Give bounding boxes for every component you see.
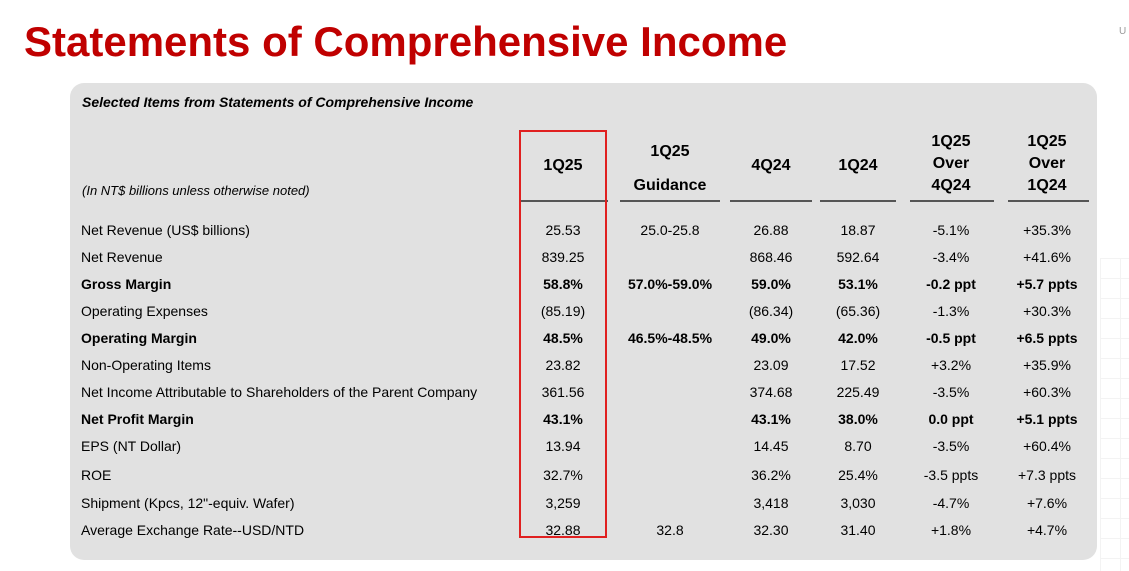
table-cell-q424: (86.34) xyxy=(748,303,794,319)
table-cell-over_q124: +41.6% xyxy=(1023,249,1071,265)
page-title: Statements of Comprehensive Income xyxy=(24,18,788,65)
table-cell-over_q424: -3.4% xyxy=(932,249,970,265)
table-cell-q124: 25.4% xyxy=(838,467,878,483)
column-header-line: 1Q25 xyxy=(650,143,690,160)
column-header-q124 xyxy=(818,155,898,177)
table-cell-q424: 36.2% xyxy=(751,467,791,483)
column-header-rule xyxy=(1008,200,1089,202)
column-header-line: Guidance xyxy=(633,177,707,194)
table-cell-q124: 225.49 xyxy=(836,384,880,400)
table-cell-q125: 23.82 xyxy=(545,357,581,373)
table-cell-q424: 59.0% xyxy=(751,276,791,292)
column-header-over_q124 xyxy=(1007,131,1087,197)
table-cell-q424: 26.88 xyxy=(753,222,789,238)
table-cell-q424: 374.68 xyxy=(749,384,793,400)
table-cell-over_q424: -3.5% xyxy=(932,384,970,400)
table-cell-q125: 43.1% xyxy=(543,411,583,427)
column-header-rule xyxy=(910,200,994,202)
table-cell-over_q424: +1.8% xyxy=(930,522,972,538)
row-label: Operating Margin xyxy=(81,330,197,346)
table-cell-over_q124: +60.4% xyxy=(1023,438,1071,454)
column-header-line: Over xyxy=(932,155,970,172)
table-cell-over_q124: +60.3% xyxy=(1023,384,1071,400)
table-cell-q424: 3,418 xyxy=(753,495,789,511)
panel-heading: Selected Items from Statements of Comprehensive Income xyxy=(82,94,474,110)
table-cell-guidance: 32.8 xyxy=(656,522,684,538)
table-cell-guidance: 25.0-25.8 xyxy=(640,222,700,238)
table-cell-q124: (65.36) xyxy=(835,303,881,319)
column-header-q424 xyxy=(731,155,811,177)
current-quarter-highlight xyxy=(519,130,607,538)
table-cell-q424: 868.46 xyxy=(749,249,793,265)
corner-mark: U xyxy=(1119,26,1127,37)
column-header-rule xyxy=(620,200,720,202)
row-label: Non-Operating Items xyxy=(81,357,211,373)
table-cell-guidance: 57.0%-59.0% xyxy=(627,276,713,292)
column-header-line: 4Q24 xyxy=(931,177,971,194)
table-cell-guidance: 46.5%-48.5% xyxy=(627,330,713,346)
table-cell-over_q424: -3.5 ppts xyxy=(923,467,979,483)
table-cell-q124: 3,030 xyxy=(840,495,876,511)
column-header-line: 1Q25 xyxy=(931,133,971,150)
table-cell-q125: 32.7% xyxy=(543,467,583,483)
table-cell-q124: 17.52 xyxy=(840,357,876,373)
table-cell-q124: 8.70 xyxy=(844,438,872,454)
table-cell-over_q124: +35.9% xyxy=(1023,357,1071,373)
table-cell-over_q124: +7.3 ppts xyxy=(1018,467,1076,483)
table-cell-q424: 23.09 xyxy=(753,357,789,373)
table-cell-q125: 32.88 xyxy=(545,522,581,538)
table-cell-over_q424: -5.1% xyxy=(932,222,970,238)
table-cell-q124: 38.0% xyxy=(838,411,878,427)
column-header-line: 1Q25 xyxy=(543,157,583,174)
column-header-line: 1Q25 xyxy=(1027,133,1067,150)
table-cell-over_q424: -1.3% xyxy=(932,303,970,319)
row-label: Shipment (Kpcs, 12"-equiv. Wafer) xyxy=(81,495,295,511)
table-cell-over_q424: -0.2 ppt xyxy=(926,276,976,292)
table-cell-q125: 839.25 xyxy=(541,249,585,265)
table-cell-q125: (85.19) xyxy=(540,303,586,319)
table-cell-q125: 58.8% xyxy=(543,276,583,292)
table-cell-over_q424: +3.2% xyxy=(930,357,972,373)
table-cell-over_q424: -4.7% xyxy=(932,495,970,511)
table-cell-over_q424: 0.0 ppt xyxy=(928,411,974,427)
table-cell-q125: 25.53 xyxy=(545,222,581,238)
table-cell-q125: 361.56 xyxy=(541,384,585,400)
table-cell-q424: 49.0% xyxy=(751,330,791,346)
row-label: Net Revenue (US$ billions) xyxy=(81,222,250,238)
table-cell-over_q124: +7.6% xyxy=(1026,495,1068,511)
table-cell-q424: 14.45 xyxy=(753,438,789,454)
table-cell-over_q124: +6.5 ppts xyxy=(1016,330,1078,346)
table-cell-q125: 3,259 xyxy=(545,495,581,511)
table-cell-over_q424: -0.5 ppt xyxy=(926,330,976,346)
units-note: (In NT$ billions unless otherwise noted) xyxy=(82,183,310,198)
table-cell-q424: 43.1% xyxy=(751,411,791,427)
table-cell-over_q424: -3.5% xyxy=(932,438,970,454)
table-cell-over_q124: +5.7 ppts xyxy=(1016,276,1078,292)
table-cell-over_q124: +4.7% xyxy=(1026,522,1068,538)
table-cell-q124: 18.87 xyxy=(840,222,876,238)
row-label: EPS (NT Dollar) xyxy=(81,438,182,454)
row-label: Net Revenue xyxy=(81,249,163,265)
column-header-rule xyxy=(820,200,896,202)
column-header-line: 4Q24 xyxy=(751,157,791,174)
table-cell-q125: 48.5% xyxy=(543,330,583,346)
column-header-line: 1Q24 xyxy=(838,157,878,174)
table-cell-q125: 13.94 xyxy=(545,438,581,454)
background-grid xyxy=(1100,258,1129,571)
table-cell-q124: 53.1% xyxy=(838,276,878,292)
row-label: Gross Margin xyxy=(81,276,172,292)
table-cell-over_q124: +30.3% xyxy=(1023,303,1071,319)
column-header-over_q424 xyxy=(911,131,991,197)
row-label: Average Exchange Rate--USD/NTD xyxy=(81,522,305,538)
column-header-line: 1Q24 xyxy=(1027,177,1067,194)
table-cell-q124: 42.0% xyxy=(838,330,878,346)
row-label: Net Profit Margin xyxy=(81,411,194,427)
row-label: ROE xyxy=(81,467,112,483)
row-label: Operating Expenses xyxy=(81,303,208,319)
table-cell-over_q124: +35.3% xyxy=(1023,222,1071,238)
table-cell-over_q124: +5.1 ppts xyxy=(1016,411,1078,427)
table-cell-q424: 32.30 xyxy=(753,522,789,538)
column-header-line: Over xyxy=(1028,155,1066,172)
column-header-rule xyxy=(730,200,812,202)
table-cell-q124: 31.40 xyxy=(840,522,876,538)
column-header-guidance xyxy=(615,135,725,203)
row-label: Net Income Attributable to Shareholders of the Parent Company xyxy=(81,384,478,400)
table-cell-q124: 592.64 xyxy=(836,249,880,265)
